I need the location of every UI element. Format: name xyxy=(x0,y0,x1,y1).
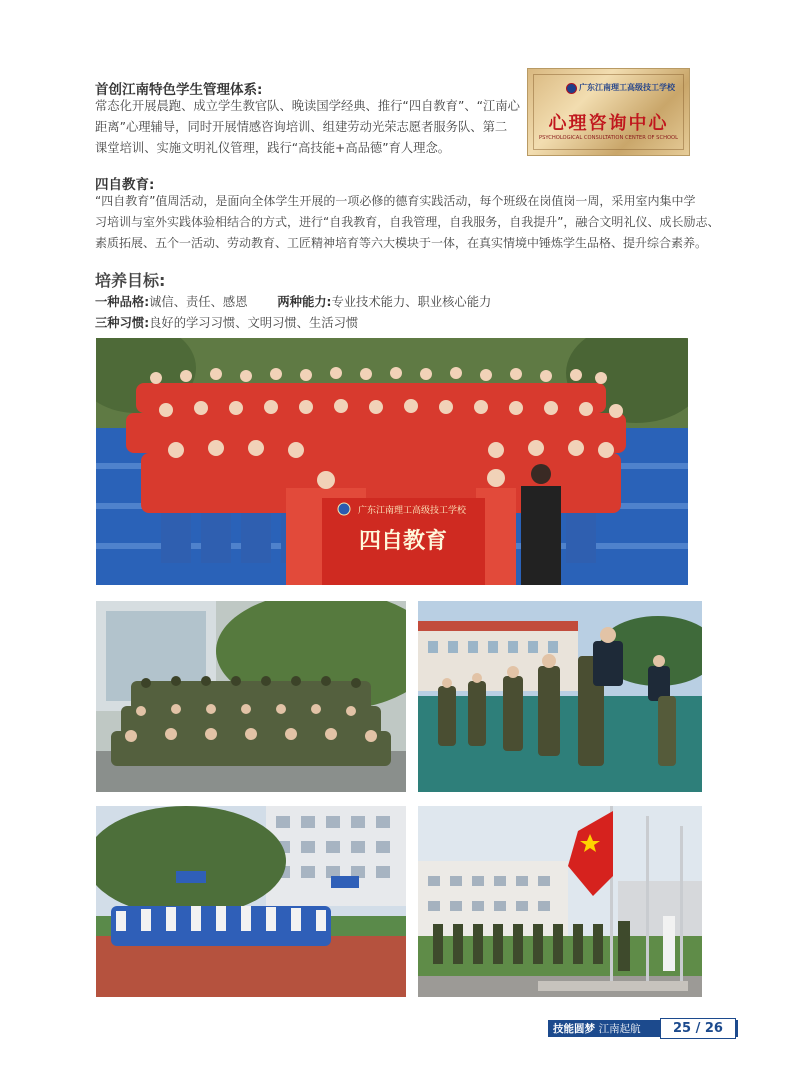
group-photo-sizi xyxy=(96,338,688,585)
footer-slogan xyxy=(553,1021,641,1036)
intro-title: 首创江南特色学生管理体系: xyxy=(95,82,263,98)
page-number: 25 / 26 xyxy=(660,1018,736,1039)
footer-slogan-light: 江南起航 xyxy=(598,1023,641,1035)
counseling-center-plaque xyxy=(527,68,690,156)
sizi-title: 四自教育: xyxy=(95,177,155,193)
intro-line: 常态化开展晨跑、成立学生教官队、晚读国学经典、推行“四自教育”、“江南心 xyxy=(95,99,520,113)
sizi-paragraph xyxy=(95,191,719,254)
intro-line: 距离”心理辅导，同时开展情感咨询培训、组建劳动光荣志愿者服务队、第二 xyxy=(95,120,508,134)
goal-text: 良好的学习习惯、文明习惯、生活习惯 xyxy=(149,316,359,330)
intro-line: 课堂培训、实施文明礼仪管理，践行“高技能+高品德”育人理念。 xyxy=(95,141,451,155)
goal-label: 一种品格: xyxy=(95,295,150,309)
sizi-line: 素质拓展、五个一活动、劳动教育、工匠精神培育等六大模块于一体，在真实情境中锤炼学生品格、提升综合素养。 xyxy=(95,236,708,250)
plaque-school-name: 广东江南理工高级技工学校 xyxy=(579,83,675,92)
goal-text: 诚信、责任、感恩 xyxy=(149,295,248,309)
plaque-title: 心理咨询中心 xyxy=(548,113,669,134)
plaque-english: PSYCHOLOGICAL CONSULTATION CENTER OF SCHOOL xyxy=(538,135,679,141)
goal-label: 两种能力: xyxy=(277,295,332,309)
goal-text: 专业技术能力、职业核心能力 xyxy=(331,295,492,309)
goal-label: 三种习惯: xyxy=(95,316,150,330)
sports-parade-photo xyxy=(96,806,406,997)
banner-school-name: 广东江南理工高级技工学校 xyxy=(358,506,467,516)
sizi-line: 习培训与室外实践体验相结合的方式，进行“自我教育，自我管理，自我服务，自我提升”，融合文明礼仪、成长励志、 xyxy=(95,215,720,229)
goals-row-2 xyxy=(95,313,358,331)
footer-slogan-bold: 技能圆梦 xyxy=(553,1023,595,1035)
marching-drill-photo xyxy=(418,601,702,792)
goals-row-1 xyxy=(95,292,491,310)
school-logo-icon xyxy=(566,83,577,94)
goals-title: 培养目标: xyxy=(95,271,166,290)
banner-title: 四自教育 xyxy=(358,528,448,554)
flag-raising-photo xyxy=(418,806,702,997)
intro-paragraph xyxy=(95,96,520,159)
military-training-group-photo xyxy=(96,601,406,792)
sizi-line: “四自教育”值周活动，是面向全体学生开展的一项必修的德育实践活动，每个班级在岗值岗一周，采用室内集中学 xyxy=(95,194,696,208)
